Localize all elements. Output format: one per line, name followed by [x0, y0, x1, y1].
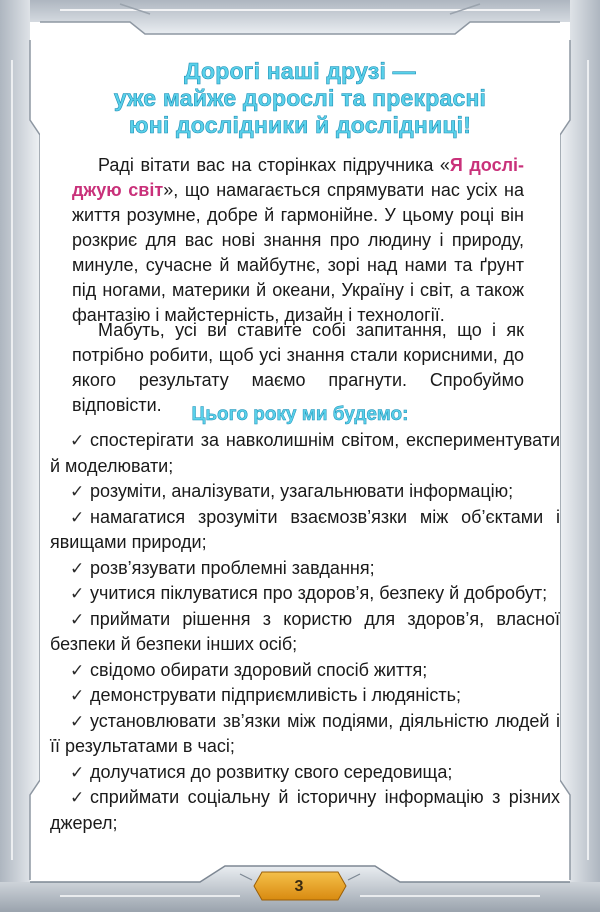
checkmark-icon: ✓	[70, 584, 85, 603]
goals-list	[50, 428, 560, 836]
list-item	[50, 479, 560, 505]
goal-text: спостерігати за навколишнім світом, експериментувати й моделювати;	[50, 430, 560, 476]
checkmark-icon: ✓	[70, 788, 85, 807]
book-title: Я дослі-джую світ	[72, 155, 525, 200]
page-frame-top	[0, 0, 600, 44]
checkmark-icon: ✓	[70, 609, 85, 629]
checkmark-icon: ✓	[70, 482, 85, 501]
goal-text: намагатися зрозуміти взаємозв’язки між об’єктами і явищами природи;	[50, 506, 560, 552]
goal-text: долучатися до розвитку свого середовища;	[90, 761, 453, 782]
page-heading	[60, 58, 540, 139]
intro-paragraph	[72, 153, 524, 328]
list-item	[50, 683, 560, 709]
list-item	[50, 709, 560, 760]
heading-line: уже майже дорослі та прекрасні	[113, 85, 487, 111]
page-frame-left	[0, 0, 40, 912]
goal-text: установлювати зв’язки між подіями, діяльністю людей і її результатами в часі;	[50, 710, 560, 756]
goal-text: розв’язувати проблемні завдання;	[90, 557, 375, 578]
checkmark-icon: ✓	[70, 686, 85, 705]
checkmark-icon: ✓	[70, 507, 85, 527]
goal-text: розуміти, аналізувати, узагальнювати інформацію;	[90, 481, 514, 501]
goal-text: демонструвати підприємливість і людяність;	[90, 685, 461, 705]
list-item	[50, 505, 560, 556]
list-item	[50, 785, 560, 836]
page-number: 3	[294, 878, 304, 895]
checkmark-icon: ✓	[70, 431, 85, 450]
checkmark-icon: ✓	[70, 660, 85, 680]
goal-text: учитися піклуватися про здоров’я, безпеку й добробут;	[90, 583, 548, 603]
intro-text-end: », що намагається спрямувати нас усіх на життя розумне, добре й гармонійне. У цьому році він розкриє для вас нові знання про людину і природу, минуле, сучасне й майбутнє, зорі над нами та ґрунт під ногами, материки й океани, Україну і світ, а також фантазію і майстерність, дизайн і технології.	[72, 180, 525, 325]
intro-text-start: Раді вітати вас на сторінках підручника «	[98, 155, 450, 175]
checkmark-icon: ✓	[70, 558, 85, 578]
heading-line: Дорогі наші друзі —	[184, 58, 416, 84]
list-item	[50, 760, 560, 786]
goal-text: сприймати соціальну й історичну інформацію з різних джерел;	[50, 787, 560, 833]
heading-line: юні дослідники й дослідниці!	[128, 112, 472, 138]
checkmark-icon: ✓	[70, 711, 85, 731]
list-item	[50, 607, 560, 658]
checkmark-icon: ✓	[70, 762, 85, 782]
goal-text: свідомо обирати здоровий спосіб життя;	[90, 659, 428, 680]
goals-heading: Цього року ми будемо:	[191, 404, 409, 425]
list-item	[50, 428, 560, 479]
goal-text: приймати рішення з користю для здоров’я, власної безпеки й безпеки інших осіб;	[50, 608, 560, 654]
list-item	[50, 556, 560, 582]
list-item	[50, 581, 560, 607]
page-frame-right	[560, 0, 600, 912]
list-item	[50, 658, 560, 684]
question-text: Мабуть, усі ви ставите собі запитання, що і як потрібно робити, щоб усі знання стали корисними, до якого результату маємо прагнути. Спробуймо відповісти.	[72, 320, 524, 415]
question-paragraph	[72, 318, 524, 418]
